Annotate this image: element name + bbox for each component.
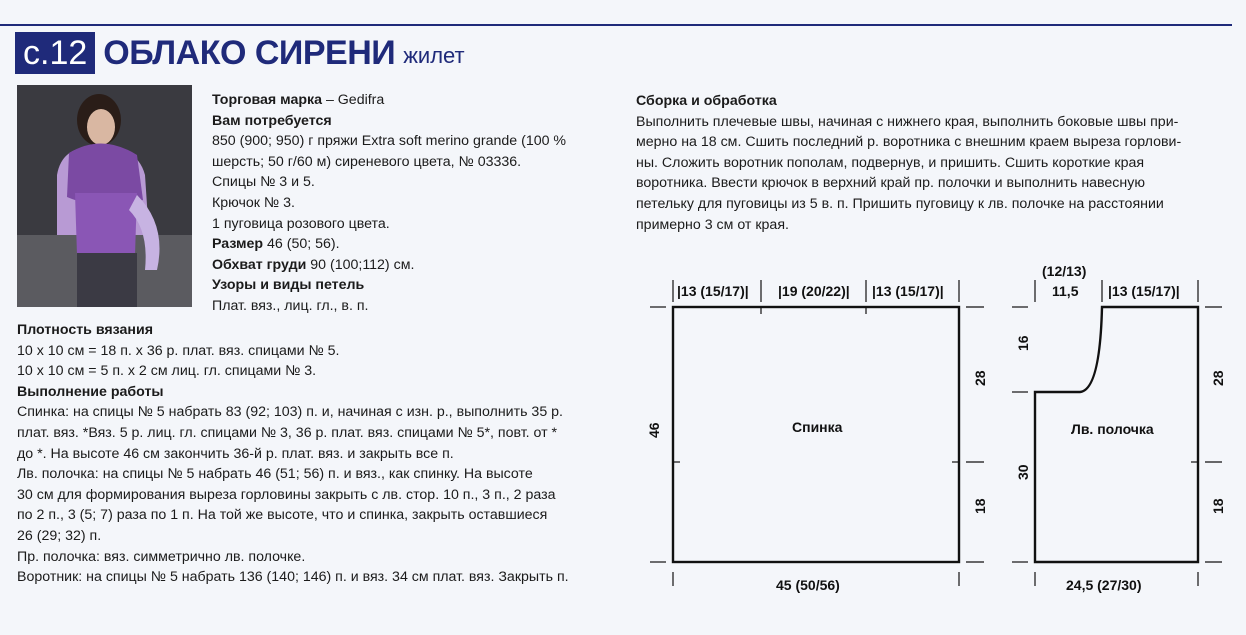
need-label: Вам потребуется bbox=[212, 112, 332, 129]
page-subtitle: жилет bbox=[403, 43, 465, 68]
chest-label: Обхват груди bbox=[212, 256, 307, 273]
front-armhole-label: 28 bbox=[1210, 370, 1226, 386]
front-neck-width-label: 11,5 bbox=[1052, 283, 1079, 299]
back-armhole-label: 28 bbox=[972, 370, 988, 386]
front-neck-depth-label: 16 bbox=[1015, 335, 1031, 351]
front-bottom-label: 24,5 (27/30) bbox=[1066, 577, 1142, 593]
assembly-line-3: ны. Сложить воротник пополам, подвернув, и пришить. Сшить короткие края bbox=[636, 154, 1145, 171]
right-front-text: Пр. полочка: вяз. симметрично лв. полочке. bbox=[17, 548, 306, 565]
back-top-left-label: |13 (15/17)| bbox=[677, 283, 749, 299]
back-line-3: до *. На высоте 46 см закончить 36-й р. плат. вяз. и закрыть все п. bbox=[17, 445, 454, 462]
assembly-line-5: петельку для пуговицы из 5 в. п. Пришить пуговицу к лв. полочке на расстоянии bbox=[636, 195, 1164, 212]
page-header bbox=[15, 30, 465, 74]
assembly-line-1: Выполнить плечевые швы, начиная с нижнего края, выполнить боковые швы при- bbox=[636, 113, 1179, 130]
back-top-mid-label: |19 (20/22)| bbox=[778, 283, 850, 299]
hook-text: Крючок № 3. bbox=[212, 194, 295, 211]
back-side-label: 18 bbox=[972, 498, 988, 514]
collar-text: Воротник: на спицы № 5 набрать 136 (140; 146) п. и вяз. 34 см плат. вяз. Закрыть п. bbox=[17, 569, 569, 586]
needles-text: Спицы № 3 и 5. bbox=[212, 174, 315, 191]
pattern-diagram-svg bbox=[630, 262, 1230, 602]
front-side-label: 18 bbox=[1210, 498, 1226, 514]
yarn-line-1: 850 (900; 950) г пряжи Extra soft merino grande (100 % bbox=[212, 133, 567, 150]
instructions-block bbox=[17, 320, 569, 588]
model-photo bbox=[17, 85, 192, 307]
left-front-line-1: Лв. полочка: на спицы № 5 набрать 46 (51; 56) п. и вяз., как спинку. На высоте bbox=[17, 466, 533, 483]
assembly-label: Сборка и обработка bbox=[636, 93, 777, 109]
top-rule bbox=[0, 24, 1232, 26]
chest-value: 90 (100;112) см. bbox=[306, 256, 415, 273]
patterns-value: Плат. вяз., лиц. гл., в. п. bbox=[212, 297, 369, 314]
front-shoulder-label: |13 (15/17)| bbox=[1108, 283, 1180, 299]
left-front-line-4: 26 (29; 32) п. bbox=[17, 527, 102, 544]
page-title: ОБЛАКО СИРЕНИ bbox=[103, 34, 396, 72]
brand-value: – Gedifra bbox=[322, 92, 385, 108]
back-bottom-label: 45 (50/56) bbox=[776, 577, 840, 593]
gauge-line-1: 10 х 10 см = 18 п. х 36 р. плат. вяз. спицами № 5. bbox=[17, 342, 340, 359]
patterns-label: Узоры и виды петель bbox=[212, 277, 365, 294]
assembly-block bbox=[636, 91, 1181, 235]
button-text: 1 пуговица розового цвета. bbox=[212, 215, 390, 232]
gauge-label: Плотность вязания bbox=[17, 322, 153, 338]
page-number: с.12 bbox=[15, 32, 95, 74]
size-label: Размер bbox=[212, 236, 264, 253]
assembly-line-2: мерно на 18 см. Сшить последний р. воротника с внешним краем выреза горлови- bbox=[636, 134, 1182, 151]
size-value: 46 (50; 56). bbox=[263, 236, 340, 253]
back-top-right-label: |13 (15/17)| bbox=[872, 283, 944, 299]
materials-block bbox=[212, 90, 566, 317]
front-to-neck-label: 30 bbox=[1015, 464, 1031, 480]
front-piece-name: Лв. полочка bbox=[1071, 421, 1154, 437]
yarn-line-2: шерсть; 50 г/60 м) сиреневого цвета, № 03336. bbox=[212, 153, 522, 170]
work-label: Выполнение работы bbox=[17, 383, 164, 400]
brand-label: Торговая марка bbox=[212, 92, 322, 108]
front-neck-width-alt-label: (12/13) bbox=[1042, 263, 1087, 279]
gauge-line-2: 10 х 10 см = 5 п. х 2 см лиц. гл. спицами № 3. bbox=[17, 363, 317, 380]
back-piece-name: Спинка bbox=[792, 419, 843, 435]
assembly-line-6: примерно 3 см от края. bbox=[636, 216, 789, 233]
left-front-line-3: по 2 п., 3 (5; 7) раза по 1 п. На той же высоте, что и спинка, закрыть оставшиеся bbox=[17, 507, 548, 524]
assembly-line-4: воротника. Ввести крючок в верхний край пр. полочки и выполнить навесную bbox=[636, 175, 1145, 192]
back-line-1: Спинка: на спицы № 5 набрать 83 (92; 103) п. и, начиная с изн. р., выполнить 35 р. bbox=[17, 404, 563, 421]
back-line-2: плат. вяз. *Вяз. 5 р. лиц. гл. спицами № 3, 36 р. плат. вяз. спицами № 5*, повт. от * bbox=[17, 424, 558, 441]
left-front-line-2: 30 см для формирования выреза горловины закрыть с лв. стор. 10 п., 3 п., 2 раза bbox=[17, 486, 556, 503]
pattern-diagram bbox=[630, 262, 1230, 602]
back-height-label: 46 bbox=[646, 422, 662, 438]
